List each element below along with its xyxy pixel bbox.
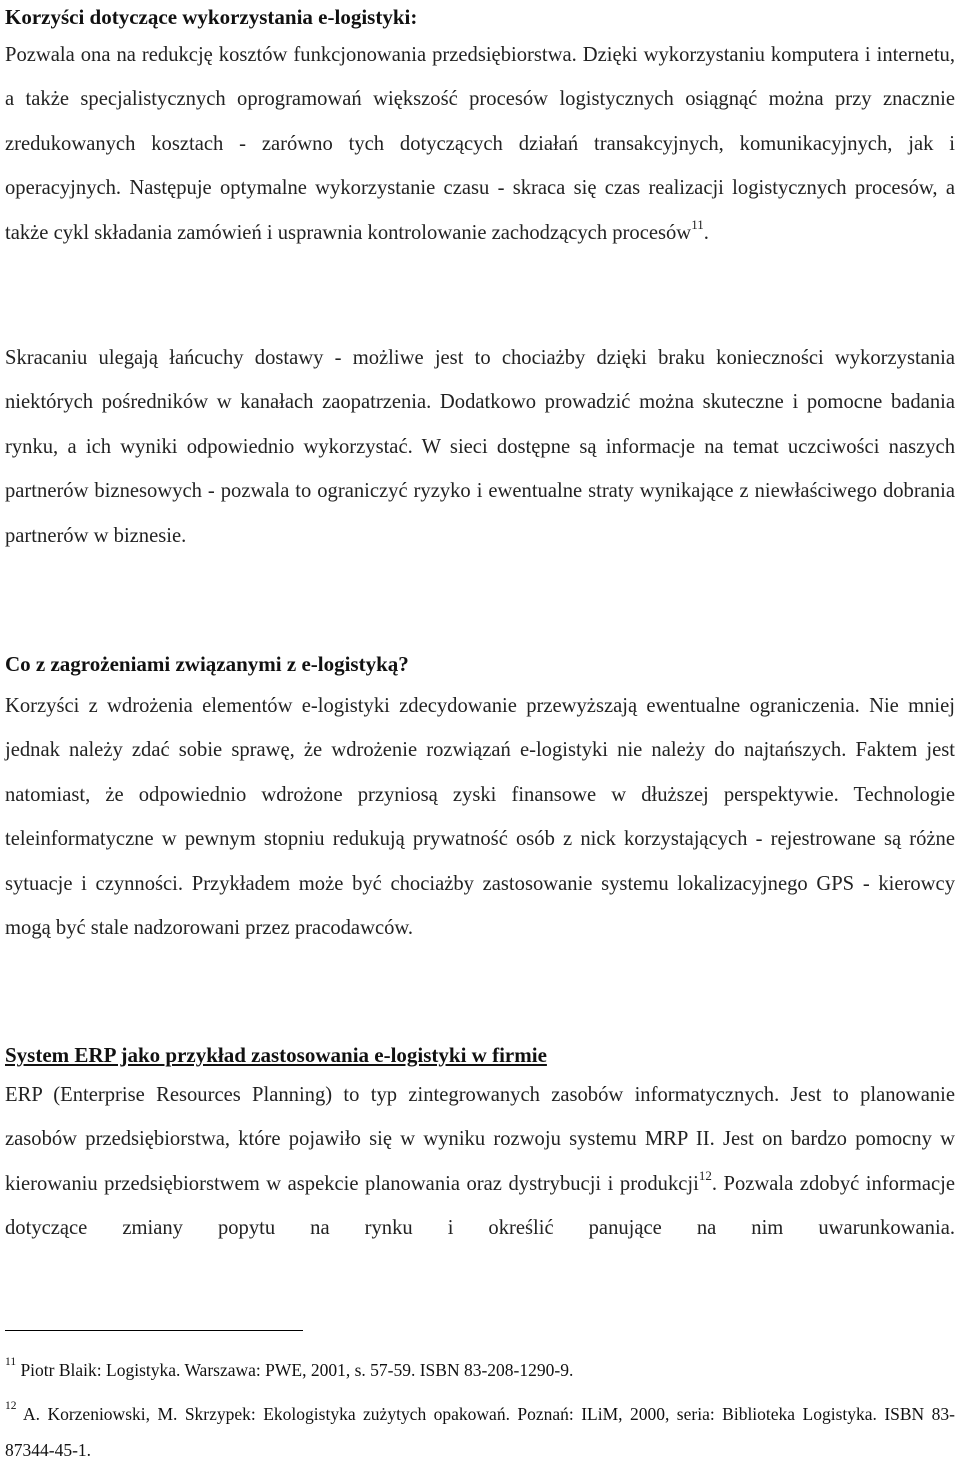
paragraph-benefits-2: Skracaniu ulegają łańcuchy dostawy - możliwe jest to chociażby dzięki braku konieczności wykorzystania niektórych pośredników w kanałach zaopatrzenia. Dodatkowo prowadzić można skuteczne i pomocne badania rynku, a ich wyniki odpowiednio wykorzystać. W sieci dostępne są informacje na temat uczciwości naszych partnerów biznesowych - pozwala to ograniczyć ryzyko i ewentualne straty wynikające z niewłaściwego dobrania partnerów w biznesie. bbox=[5, 347, 955, 547]
section-heading-threats: Co z zagrożeniami związanymi z e-logistyką? bbox=[5, 652, 409, 676]
footnote-11: $^{11}$ Piotr Blaik: Logistyka. Warszawa: PWE, 2001, s. 57-59. ISBN 83-208-1290-9. bbox=[5, 1356, 574, 1380]
paragraph-erp: ERP (Enterprise Resources Planning) to typ zintegrowanych zasobów informatycznych. Jest to planowanie zasobów przedsiębiorstwa, które pojawiło się w wyniku rozwoju systemu MRP II. Jest on bardzo pomocny w kierowaniu przedsiębiorstwem w aspekcie planowania oraz dystrybucji i produkcji$^{12}$. Pozwala zdobyć informacje dotyczące zmiany popytu na rynku i określić panujące na nim uwarunkowania. bbox=[5, 1084, 955, 1240]
footnotes bbox=[5, 1350, 955, 1468]
section-heading-benefits: Korzyści dotyczące wykorzystania e-logistyki: bbox=[5, 5, 418, 29]
paragraph-threats: Korzyści z wdrożenia elementów e-logistyki zdecydowanie przewyższają ewentualne ograniczenia. Nie mniej jednak należy zdać sobie sprawę, że wdrożenie rozwiązań e-logistyki nie należy do najtańszych. Faktem jest natomiast, że odpowiednio wdrożone przyniosą zyski finansowe w dłuższej perspektywie. Technologie teleinformatyczne w pewnym stopniu redukują prywatność osób z nick korzystających - rejestrowane są różne sytuacje i czynności. Przykładem może być chociażby zastosowanie systemu lokalizacyjnego GPS - kierowcy mogą być stale nadzorowani przez pracodawców. bbox=[5, 695, 955, 940]
footnote-ref-11: 11 bbox=[691, 216, 704, 232]
footnote-separator bbox=[5, 1330, 303, 1331]
section-heading-erp: System ERP jako przykład zastosowania e-logistyki w firmie bbox=[5, 1043, 547, 1067]
footnote-12: $^{12}$ A. Korzeniowski, M. Skrzypek: Ekologistyka zużytych opakowań. Poznań: ILiM, 2000, seria: Biblioteka Logistyka. ISBN 83-87344-45-1. bbox=[5, 1400, 955, 1460]
paragraph-benefits-1: Pozwala ona na redukcję kosztów funkcjonowania przedsiębiorstwa. Dzięki wykorzystaniu komputera i internetu, a także specjalistycznych oprogramowań większość procesów logistycznych osiągnąć można przy znacznie zredukowanych kosztach - zarówno tych dotyczących działań transakcyjnych, komunikacyjnych, jak i operacyjnych. Następuje optymalne wykorzystanie czasu - skraca się czas realizacji logistycznych procesów, a także cykl składania zamówień i usprawnia kontrolowanie zachodzących procesów$^{11}$. bbox=[5, 44, 955, 244]
footnote-ref-12: 12 bbox=[698, 1167, 712, 1183]
